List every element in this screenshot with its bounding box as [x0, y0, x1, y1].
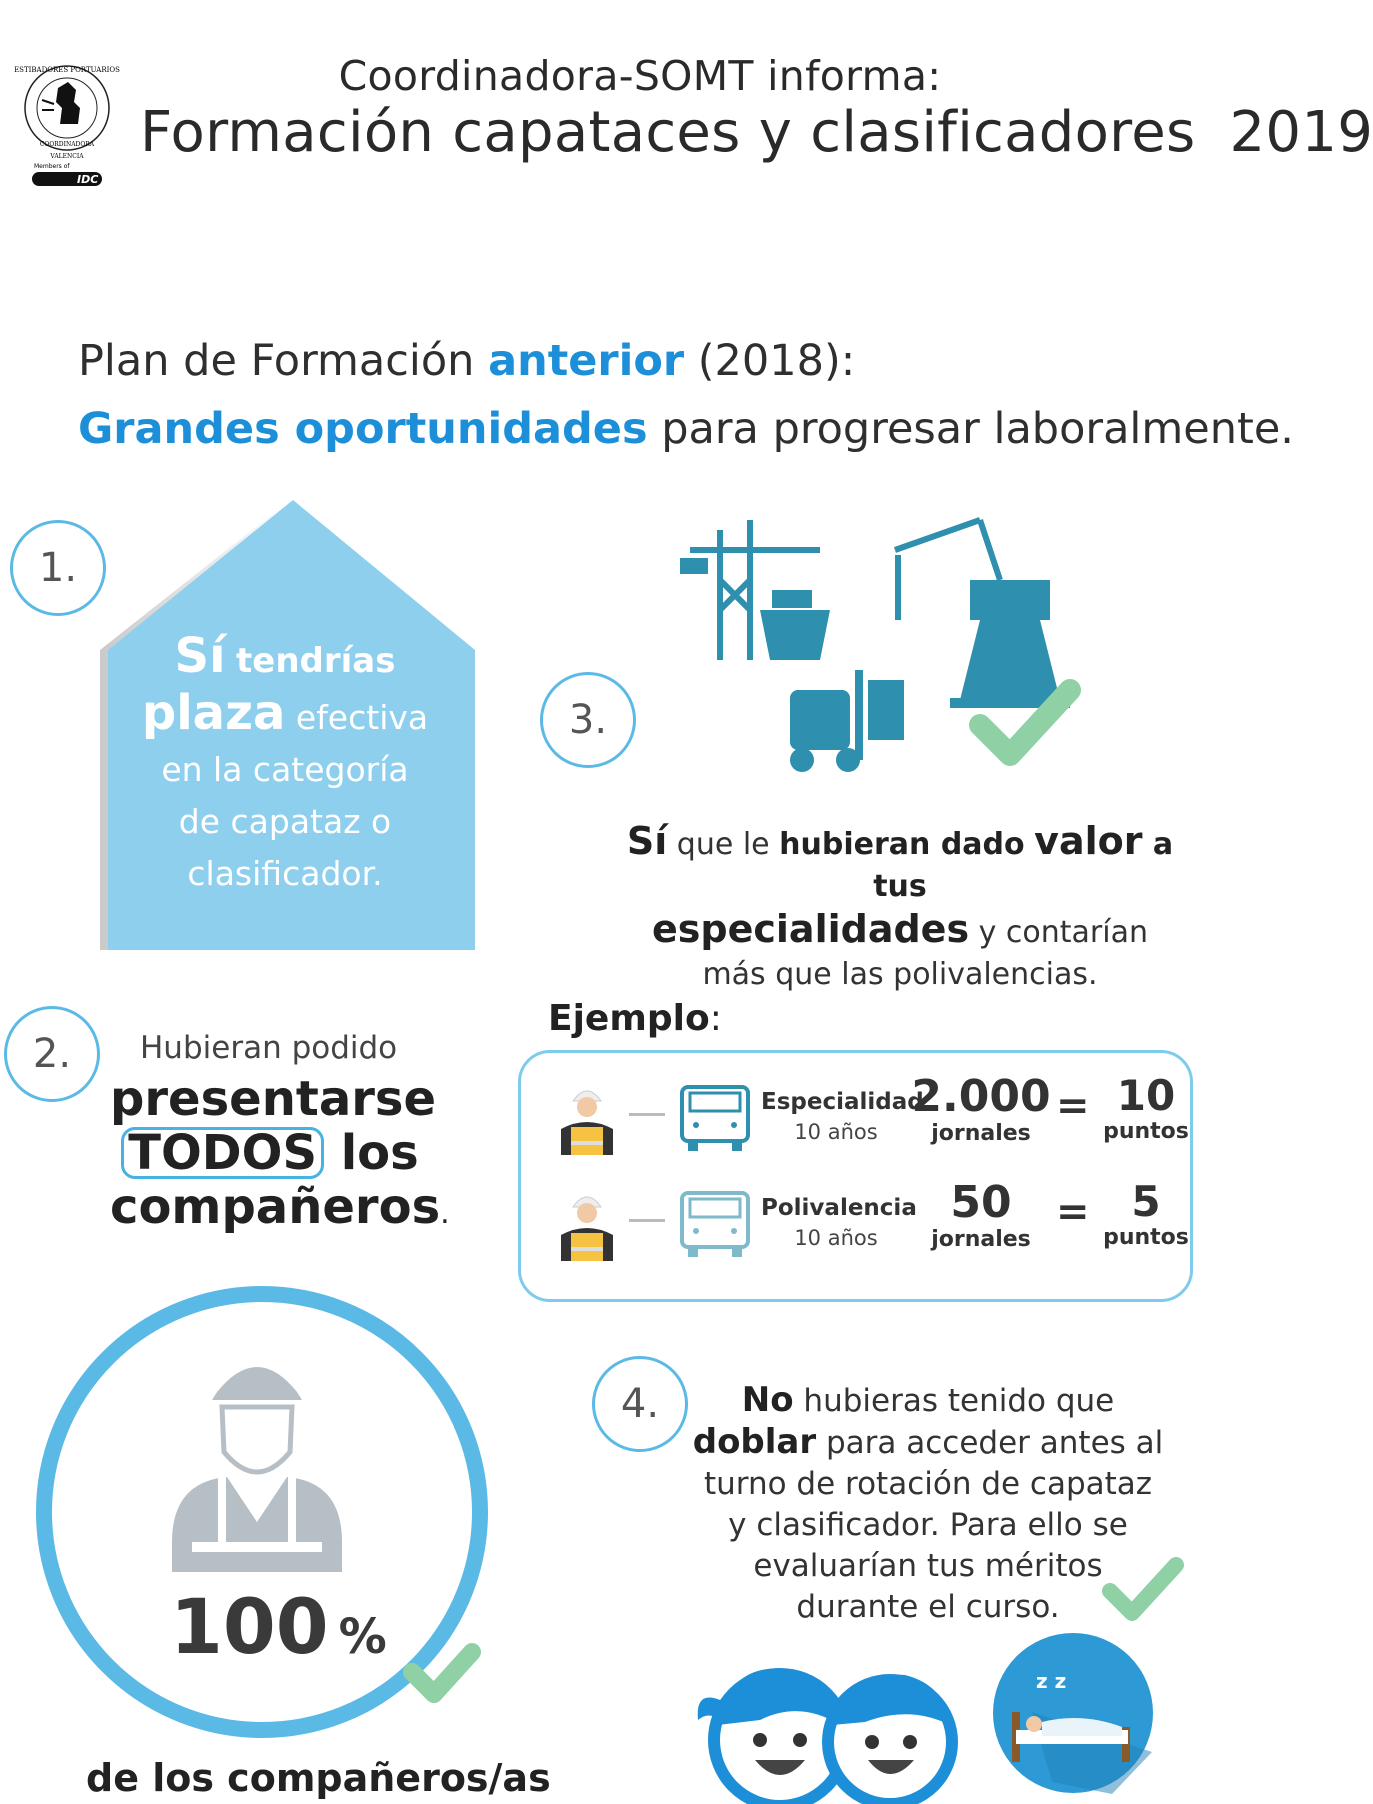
logo-city: VALENCIA — [50, 153, 84, 160]
truck-icon — [676, 1187, 754, 1259]
worker-icon — [557, 1185, 617, 1261]
sleep-z-text: z z — [1036, 1669, 1067, 1693]
s3-valor: valor — [1034, 819, 1143, 863]
plan-line — [78, 336, 855, 386]
example-colon: : — [709, 998, 722, 1039]
logo-members: Members of — [34, 163, 70, 170]
s3-si: Sí — [626, 819, 668, 863]
port-cranes-icon — [680, 510, 1120, 790]
children-faces-icon — [690, 1630, 970, 1804]
s4-line3: turno de rotación de capataz — [703, 1466, 1153, 1502]
section2-text — [110, 1071, 450, 1241]
example-years: 10 años — [794, 1226, 878, 1250]
example-box — [518, 1050, 1193, 1302]
example-name — [761, 1087, 924, 1147]
example-unit: jornales — [931, 1227, 1031, 1252]
example-row — [541, 1177, 1189, 1269]
section1-text — [110, 630, 460, 900]
header-title — [140, 100, 1373, 165]
percent-caption: de los compañeros/as — [86, 1756, 551, 1800]
worker-icon — [557, 1079, 617, 1155]
example-name-text: Especialidad — [761, 1089, 924, 1115]
example-value — [911, 1179, 1051, 1253]
percent-number: 100 — [170, 1582, 329, 1671]
s1-tendrias: tendrías — [236, 641, 396, 681]
example-points-label: puntos — [1103, 1119, 1189, 1144]
step-number-3: 3. — [540, 672, 636, 768]
example-value-number: 50 — [950, 1177, 1012, 1228]
truck-icon — [676, 1081, 754, 1153]
plan-text: Plan de Formación — [78, 336, 489, 386]
s4-line4: y clasificador. Para ello se — [728, 1507, 1128, 1543]
s4-line5: evaluarían tus méritos — [753, 1548, 1103, 1584]
s3-tus: a tus — [873, 827, 1174, 904]
sleeping-bed-icon — [992, 1632, 1154, 1794]
plan-highlight: anterior — [488, 336, 685, 386]
s3-line3: más que las polivalencias. — [702, 957, 1098, 992]
arrow-icon — [629, 1219, 665, 1222]
equals-sign: = — [1056, 1189, 1090, 1235]
example-years: 10 años — [794, 1120, 878, 1144]
example-points-number: 10 — [1116, 1071, 1176, 1120]
step-number-1: 1. — [10, 520, 106, 616]
s1-efectiva: efectiva — [295, 698, 429, 737]
example-name — [761, 1193, 917, 1253]
logo-badge: IDC — [77, 173, 99, 186]
percent-value — [170, 1582, 387, 1671]
example-value — [911, 1073, 1051, 1147]
opportunities-text: para progresar laboralmente. — [647, 404, 1294, 454]
s1-line5: clasificador. — [187, 854, 383, 893]
s4-doblar: doblar — [692, 1422, 817, 1462]
check-icon — [1100, 1555, 1184, 1625]
logo-ring-top: ESTIBADORES PORTUARIOS — [14, 66, 120, 74]
header-title-text: Formación capataces y clasificadores — [140, 100, 1196, 165]
example-label — [548, 998, 722, 1039]
plan-year: (2018): — [684, 336, 856, 386]
s1-line3: en la categoría — [161, 750, 409, 789]
s4-hubieras: hubieras tenido que — [793, 1383, 1115, 1419]
s4-acceder: para acceder antes al — [816, 1425, 1164, 1461]
header-subtitle: Coordinadora-SOMT informa: — [338, 52, 942, 100]
example-points — [1101, 1179, 1191, 1251]
equals-sign: = — [1056, 1083, 1090, 1129]
example-name-text: Polivalencia — [761, 1195, 917, 1221]
percent-sign: % — [338, 1609, 387, 1665]
s3-contarian: y contarían — [969, 915, 1148, 950]
s1-si: Sí — [174, 628, 226, 684]
opportunities-highlight: Grandes oportunidades — [78, 404, 648, 454]
s3-especialidades: especialidades — [652, 907, 970, 951]
s3-que: que le — [667, 827, 780, 862]
s2-todos: TODOS — [121, 1127, 324, 1179]
section3-text — [620, 820, 1180, 996]
s2-los: los — [324, 1125, 419, 1181]
percent-circle — [32, 1282, 492, 1742]
example-row — [541, 1071, 1189, 1163]
s1-line4: de capataz o — [178, 802, 392, 841]
s2-dot: . — [440, 1196, 450, 1231]
opportunities-line — [78, 404, 1294, 454]
s4-line6: durante el curso. — [796, 1589, 1060, 1625]
step-number-2: 2. — [4, 1006, 100, 1102]
header-year: 2019 — [1229, 100, 1373, 165]
s2-companeros: compañeros — [110, 1179, 441, 1235]
example-unit: jornales — [931, 1121, 1031, 1146]
example-points — [1101, 1073, 1191, 1145]
example-points-number: 5 — [1131, 1177, 1161, 1226]
example-points-label: puntos — [1103, 1225, 1189, 1250]
logo-ring-bottom: COORDINADORA — [39, 141, 95, 148]
s1-plaza: plaza — [141, 685, 286, 741]
s2-presentarse: presentarse — [110, 1071, 437, 1127]
example-value-number: 2.000 — [911, 1071, 1051, 1122]
step-number-4: 4. — [592, 1356, 688, 1452]
example-label-text: Ejemplo — [548, 998, 710, 1039]
arrow-icon — [629, 1113, 665, 1116]
s3-hubieran: hubieran dado — [779, 827, 1025, 862]
s4-no: No — [741, 1380, 794, 1420]
s2-intro: Hubieran podido — [140, 1030, 398, 1066]
